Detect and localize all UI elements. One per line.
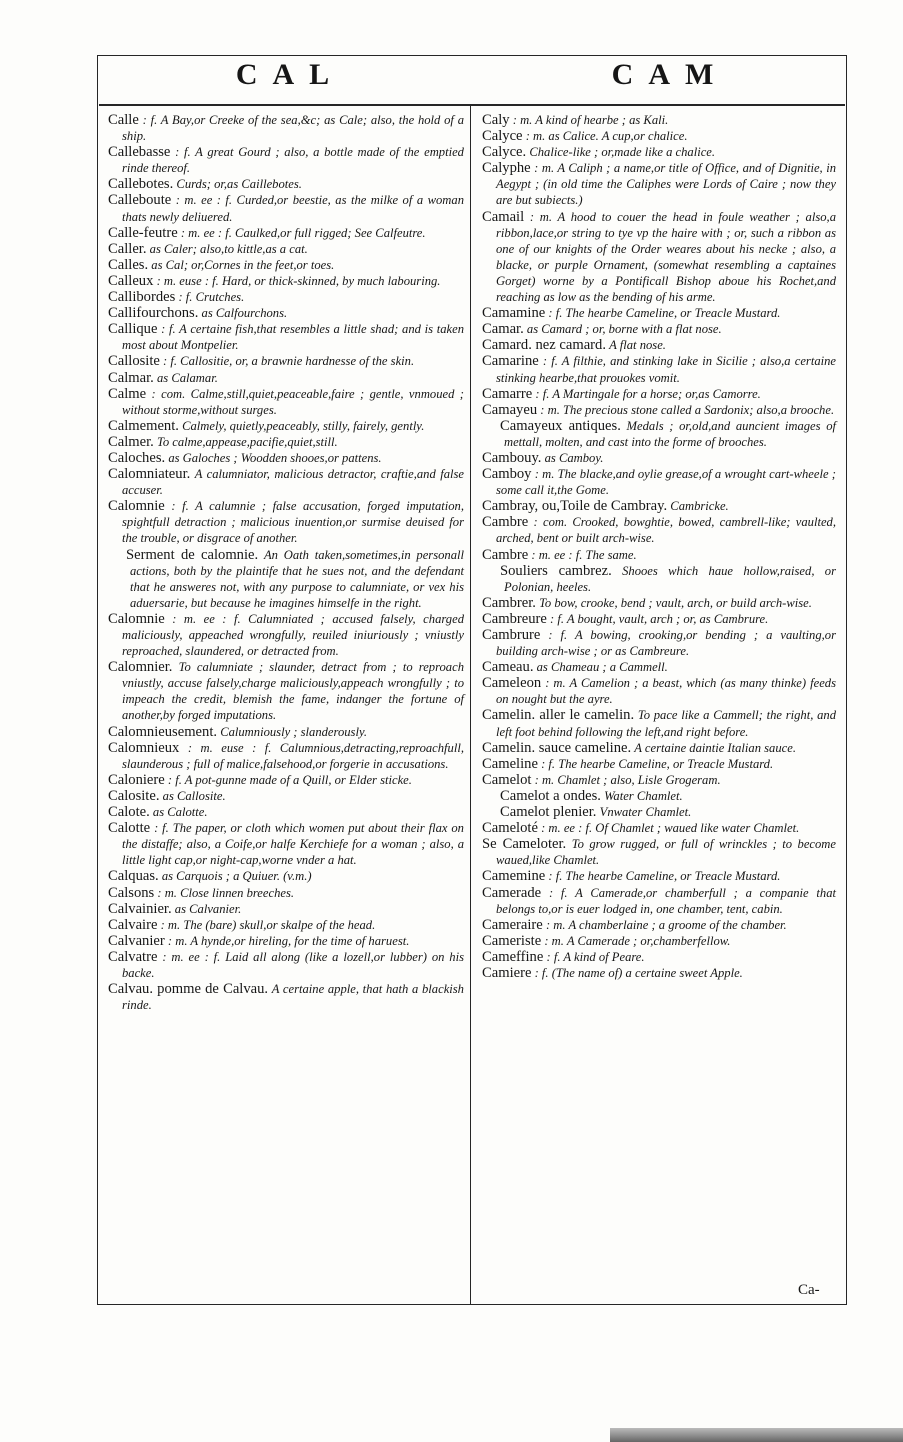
- gloss: : m. A chamberlaine ; a groome of the chamber.: [545, 917, 787, 932]
- headword: Cameleon: [482, 675, 542, 692]
- dictionary-entry: [108, 804, 464, 820]
- gloss: as Camboy.: [544, 450, 604, 465]
- headword: Callibordes: [108, 289, 176, 306]
- dictionary-entry: [482, 740, 836, 756]
- dictionary-entry: [108, 498, 464, 546]
- gloss: To calme,appease,pacifie,quiet,still.: [156, 434, 338, 449]
- dictionary-entry: [482, 965, 836, 981]
- headword: Calleboute: [108, 192, 172, 209]
- gloss: as Callosite.: [162, 788, 226, 803]
- gloss: : f. Callositie, or, a brawnie hardnesse of the skin.: [163, 354, 415, 369]
- dictionary-entry: [108, 740, 464, 772]
- headword: Cambray, ou,Toile de Cambray.: [482, 498, 668, 515]
- headword: Camelin. sauce cameline.: [482, 739, 632, 756]
- dictionary-entry: [482, 788, 836, 804]
- headword: Calomnieusement.: [108, 723, 218, 740]
- dictionary-entry: [482, 466, 836, 498]
- headword: Calme: [108, 385, 147, 402]
- gloss: as Caler; also,to kittle,as a cat.: [149, 241, 308, 256]
- gloss: : m. Chamlet ; also, Lisle Grogeram.: [534, 772, 721, 787]
- gloss: : com. Crooked, bowghtie, bowed, cambrell-like; vaulted, arched, bent or built arch-wise.: [496, 515, 837, 546]
- dictionary-entry: [108, 901, 464, 917]
- gloss: as Camard ; or, borne with a flat nose.: [526, 322, 722, 337]
- headword: Callosite: [108, 353, 160, 370]
- gloss: To pace like a Cammell; the right, and left foot behind following the left,and right before.: [496, 708, 836, 739]
- dictionary-entry: [482, 675, 836, 707]
- headword: Souliers cambrez.: [500, 562, 612, 579]
- dictionary-entry: [108, 176, 464, 192]
- gloss: : m. ee : f. The same.: [531, 547, 637, 562]
- gloss: Calmely, quietly,peaceably, stilly, fairely, gently.: [182, 418, 425, 433]
- dictionary-entry: [482, 160, 836, 208]
- gloss: : f. (The name of) a certaine sweet Apple.: [534, 965, 743, 980]
- headword: Camelin. aller le camelin.: [482, 707, 635, 724]
- headword: Se Cameloter.: [482, 836, 567, 853]
- headword: Cambouy.: [482, 449, 542, 466]
- dictionary-entry: [482, 402, 836, 418]
- dictionary-entry: [482, 868, 836, 884]
- dictionary-entry: [108, 144, 464, 176]
- headword: Callique: [108, 321, 158, 338]
- headword: Cameloté: [482, 820, 538, 837]
- dictionary-entry: [482, 144, 836, 160]
- left-column: [108, 112, 464, 1013]
- gloss: : m. ee : f. Caulked,or full rigged; See Calfeutre.: [180, 225, 426, 240]
- gloss: : f. The hearbe Cameline, or Treacle Mustard.: [548, 869, 781, 884]
- dictionary-entry: [108, 788, 464, 804]
- dictionary-entry: [482, 450, 836, 466]
- gloss: : f. The hearbe Cameline, or Treacle Mustard.: [541, 756, 774, 771]
- headword: Calosite.: [108, 787, 160, 804]
- headword: Cameline: [482, 755, 538, 772]
- headword: Calotte: [108, 820, 151, 837]
- gloss: : m. A hood to couer the head in foule weather ; also,a ribbon,lace,or string to tye vp the haire with ; or, such a ribbon as one of our knights of the Order weares about his necke ; also, a blacke, or purple Ornament, (somewhat resembling a captaines Gorget) worne by a Pontificall Bishop aboue his Rochet,and reaching as low as the bending of his arme.: [496, 209, 836, 305]
- headword: Calyphe: [482, 160, 531, 177]
- headword: Cambrure: [482, 627, 541, 643]
- gloss: : f. A bowing, crooking,or bending ; a vaulting,or building arch-wise ; or as Cambreure.: [496, 628, 836, 659]
- gloss: : f. A Bay,or Creeke of the sea,&c; as Cale; also, the hold of a ship.: [122, 113, 464, 144]
- headword: Calote.: [108, 804, 150, 821]
- headword: Calleux: [108, 272, 154, 289]
- gloss: Chalice-like ; or,made like a chalice.: [529, 145, 716, 160]
- headword: Callifourchons.: [108, 305, 199, 322]
- gloss: : com. Calme,still,quiet,peaceable,faire ; gentle, vnmoued ; without storme,without surges.: [122, 386, 464, 417]
- headword: Camarine: [482, 353, 539, 370]
- dictionary-entry: [108, 466, 464, 498]
- gloss: : m. Close linnen breeches.: [157, 885, 295, 900]
- dictionary-entry: [482, 498, 836, 514]
- gloss: : m. ee : f. Calumniated ; accused falsely, charged maliciously, appeached wrongfully, reuiled iniuriously ; vniustly reproached, slaundered, or detracted from.: [122, 611, 464, 659]
- dictionary-entry: [108, 917, 464, 933]
- headword: Caly: [482, 112, 510, 128]
- gloss: : m. A Camelion ; a beast, which (as many thinke) feeds on nought but the ayre.: [496, 676, 836, 707]
- dictionary-entry: [482, 418, 836, 450]
- gloss: as Chameau ; a Cammell.: [536, 660, 668, 675]
- dictionary-entry: [482, 707, 836, 739]
- gloss: : f. A filthie, and stinking lake in Sicilie ; also,a certaine stinking hearbe,that prouokes vomit.: [496, 354, 836, 385]
- gloss: : m. A hynde,or hireling, for the time of haruest.: [167, 933, 410, 948]
- dictionary-entry: [482, 337, 836, 353]
- dictionary-entry: [108, 321, 464, 353]
- headword: Calvanier: [108, 932, 165, 949]
- headword: Calle-feutre: [108, 224, 178, 241]
- gloss: : f. A Camerade,or chamberfull ; a companie that belongs to,or is euer lodged in, one chamber, tent, cabin.: [496, 885, 837, 916]
- dictionary-entry: [482, 917, 836, 933]
- gloss: : f. A bought, vault, arch ; or, as Cambrure.: [550, 611, 769, 626]
- headword: Cambreure: [482, 610, 547, 627]
- gloss: : m. A Camerade ; or,chamberfellow.: [544, 933, 731, 948]
- dictionary-entry: [482, 756, 836, 772]
- headword: Cameriste: [482, 932, 542, 949]
- column-divider: [470, 104, 471, 1304]
- right-column: [482, 112, 836, 981]
- gloss: : m. The precious stone called a Sardonix; also,a brooche.: [540, 402, 835, 417]
- scan-edge: [610, 1428, 903, 1442]
- gloss: : m. The (bare) skull,or skalpe of the head.: [160, 917, 376, 932]
- dictionary-entry: [108, 305, 464, 321]
- running-head-left: CAL: [235, 58, 345, 91]
- headword: Caller.: [108, 240, 147, 257]
- gloss: as Calamar.: [156, 370, 218, 385]
- headword: Calmement.: [108, 417, 179, 434]
- gloss: Calumniously ; slanderously.: [220, 724, 367, 739]
- headword: Camelot a ondes.: [500, 787, 601, 804]
- dictionary-entry: [482, 595, 836, 611]
- dictionary-entry: [108, 981, 464, 1013]
- dictionary-entry: [482, 386, 836, 402]
- dictionary-entry: [108, 450, 464, 466]
- headword: Camerade: [482, 884, 542, 901]
- gloss: A certaine apple, that hath a blackish rinde.: [122, 982, 464, 1013]
- headword: Calvainier.: [108, 900, 172, 917]
- dictionary-entry: [108, 386, 464, 418]
- gloss: To bow, crooke, bend ; vault, arch, or build arch-wise.: [539, 595, 812, 610]
- gloss: : m. ee : f. Laid all along (like a lozell,or lubber) on his backe.: [122, 949, 464, 980]
- dictionary-entry: [482, 209, 836, 306]
- headword: Calomniateur.: [108, 466, 191, 483]
- dictionary-entry: [108, 659, 464, 723]
- gloss: : f. A pot-gunne made of a Quill, or Elder sticke.: [167, 772, 412, 787]
- dictionary-entry: [482, 933, 836, 949]
- running-head-right: CAM: [611, 58, 729, 91]
- header-rule: [99, 104, 845, 106]
- dictionary-entry: [108, 370, 464, 386]
- headword: Cambre: [482, 514, 529, 531]
- headword: Caloniere: [108, 771, 165, 788]
- gloss: as Calotte.: [152, 805, 208, 820]
- headword: Calomnie: [108, 610, 165, 627]
- headword: Cameffine: [482, 948, 544, 965]
- gloss: : m. euse : f. Calumnious,detracting,reproachfull, slaunderous ; full of malice,falsehood,or forgerie in accusations.: [122, 740, 464, 771]
- headword: Camarre: [482, 385, 533, 402]
- dictionary-entry: [108, 289, 464, 305]
- gloss: A certaine daintie Italian sauce.: [634, 740, 796, 755]
- gloss: : m. as Calice. A cup,or chalice.: [525, 129, 688, 144]
- headword: Calyce: [482, 128, 523, 145]
- headword: Calsons: [108, 884, 155, 901]
- gloss: To calumniate ; slaunder, detract from ; to reproach vniustly, accuse falsely,charge maliciously,appeach wrongfully ; to impeach the credit, blemish the fame, indanger the fortune of another,by forged imputations.: [122, 660, 464, 723]
- headword: Cambre: [482, 546, 529, 563]
- gloss: as Calfourchons.: [201, 306, 288, 321]
- catchword: Ca-: [798, 1282, 820, 1298]
- dictionary-entry: [482, 305, 836, 321]
- dictionary-entry: [108, 241, 464, 257]
- headword: Callebasse: [108, 144, 171, 161]
- headword: Camelot plenier.: [500, 804, 597, 821]
- dictionary-entry: [108, 273, 464, 289]
- gloss: : f. The paper, or cloth which women put about their flax on the distaffe; also, a Coife,or halfe Kerchiefe for a woman ; also, a little light cap,or night-cap,worne vnder a hat.: [122, 821, 464, 868]
- dictionary-entry: [482, 836, 836, 868]
- gloss: as Galoches ; Woodden shooes,or pattens.: [168, 450, 382, 465]
- gloss: : m. euse : f. Hard, or thick-skinned, by much labouring.: [156, 273, 441, 288]
- gloss: as Cal; or,Cornes in the feet,or toes.: [151, 257, 335, 272]
- dictionary-entry: [482, 563, 836, 595]
- headword: Cambrer.: [482, 594, 536, 611]
- dictionary-entry: [108, 225, 464, 241]
- dictionary-entry: [482, 772, 836, 788]
- dictionary-entry: [108, 772, 464, 788]
- dictionary-entry: [108, 868, 464, 884]
- gloss: A flat nose.: [609, 338, 666, 353]
- dictionary-entry: [482, 112, 836, 128]
- gloss: : m. A Caliph ; a name,or title of Office, and of Dignitie, in Aegypt ; (in old time the Caliphes were Lords of Caire ; now they are but subiects.): [496, 161, 836, 208]
- headword: Camayeux antiques.: [500, 417, 621, 434]
- headword: Serment de calomnie.: [126, 546, 259, 563]
- headword: Cameraire: [482, 916, 543, 933]
- headword: Calvatre: [108, 948, 158, 965]
- dictionary-entry: [108, 724, 464, 740]
- headword: Calvaire: [108, 916, 158, 933]
- headword: Camiere: [482, 964, 532, 981]
- headword: Camayeu: [482, 401, 538, 418]
- dictionary-entry: [482, 353, 836, 385]
- gloss: : f. A great Gourd ; also, a bottle made of the emptied rinde thereof.: [122, 145, 464, 176]
- dictionary-entry: [482, 885, 836, 917]
- headword: Calomnie: [108, 498, 165, 515]
- dictionary-entry: [482, 611, 836, 627]
- dictionary-entry: [108, 949, 464, 981]
- dictionary-entry: [482, 627, 836, 659]
- dictionary-entry: [482, 820, 836, 836]
- dictionary-entry: [108, 547, 464, 611]
- gloss: : f. The hearbe Cameline, or Treacle Mustard.: [548, 306, 781, 321]
- gloss: Vnwater Chamlet.: [599, 805, 692, 820]
- dictionary-entry: [482, 514, 836, 546]
- dictionary-entry: [108, 257, 464, 273]
- gloss: as Carquois ; a Quiuer. (v.m.): [161, 869, 312, 884]
- dictionary-entry: [108, 418, 464, 434]
- dictionary-entry: [482, 547, 836, 563]
- dictionary-entry: [108, 611, 464, 659]
- gloss: : f. A calumnie ; false accusation, forged imputation, spightfull detraction ; malicious inuention,or surmise deuised for the trouble, or disgrace of another.: [122, 499, 464, 546]
- gloss: A calumniator, malicious detractor, craftie,and false accuser.: [122, 467, 464, 498]
- dictionary-entry: [482, 128, 836, 144]
- dictionary-entry: [482, 321, 836, 337]
- gloss: Medals ; or,old,and auncient images of mettall, molten, and cast into the forme of brooches.: [504, 418, 837, 449]
- gloss: : m. The blacke,and oylie grease,of a wrought cart-wheele ; some call it,the Gome.: [496, 467, 836, 498]
- gloss: : f. Crutches.: [178, 290, 245, 305]
- dictionary-entry: [108, 885, 464, 901]
- gloss: : m. ee : f. Of Chamlet ; waued like water Chamlet.: [541, 821, 800, 836]
- headword: Calomnier.: [108, 659, 173, 676]
- gloss: : f. A kind of Peare.: [546, 949, 645, 964]
- dictionary-entry: [108, 820, 464, 868]
- dictionary-entry: [482, 659, 836, 675]
- gloss: To grow rugged, or full of wrinckles ; to become waued,like Chamlet.: [496, 837, 836, 868]
- gloss: : f. A certaine fish,that resembles a little shad; and is taken most about Montpelier.: [122, 322, 464, 353]
- gloss: An Oath taken,sometimes,in personall actions, both by the plaintife that he sues not, and the defendant that he answeres not, with any purpose to calumniate, or vex his aduersarie, but because he imagines himselfe in the right.: [130, 547, 464, 610]
- headword: Camar.: [482, 321, 524, 338]
- gloss: Shooes which haue hollow,raised, or Polonian, heeles.: [504, 563, 837, 594]
- headword: Calquas.: [108, 868, 159, 885]
- headword: Calmar.: [108, 369, 154, 386]
- gloss: Curds; or,as Caillebotes.: [176, 177, 302, 192]
- headword: Camamine: [482, 305, 546, 322]
- headword: Callebotes.: [108, 176, 174, 193]
- headword: Calyce.: [482, 144, 527, 161]
- gloss: Cambricke.: [670, 499, 729, 514]
- headword: Cameau.: [482, 659, 534, 676]
- headword: Calomnieux: [108, 739, 180, 756]
- gloss: Water Chamlet.: [604, 788, 683, 803]
- headword: Camelot: [482, 771, 532, 788]
- headword: Camard. nez camard.: [482, 337, 606, 354]
- headword: Camail: [482, 208, 525, 225]
- gloss: : m. A kind of hearbe ; as Kali.: [512, 113, 669, 127]
- headword: Calvau. pomme de Calvau.: [108, 981, 269, 998]
- dictionary-entry: [482, 949, 836, 965]
- headword: Calles.: [108, 256, 149, 273]
- dictionary-entry: [108, 434, 464, 450]
- headword: Calle: [108, 112, 139, 128]
- dictionary-entry: [108, 192, 464, 224]
- gloss: as Calvanier.: [174, 901, 242, 916]
- gloss: : m. ee : f. Curded,or beestie, as the milke of a woman thats newly deliuered.: [122, 193, 464, 224]
- dictionary-entry: [108, 112, 464, 144]
- gloss: : f. A Martingale for a horse; or,as Camorre.: [535, 386, 761, 401]
- headword: Caloches.: [108, 449, 166, 466]
- dictionary-entry: [108, 933, 464, 949]
- headword: Camemine: [482, 868, 546, 885]
- dictionary-entry: [482, 804, 836, 820]
- headword: Camboy: [482, 466, 532, 483]
- dictionary-entry: [108, 353, 464, 369]
- headword: Calmer.: [108, 433, 154, 450]
